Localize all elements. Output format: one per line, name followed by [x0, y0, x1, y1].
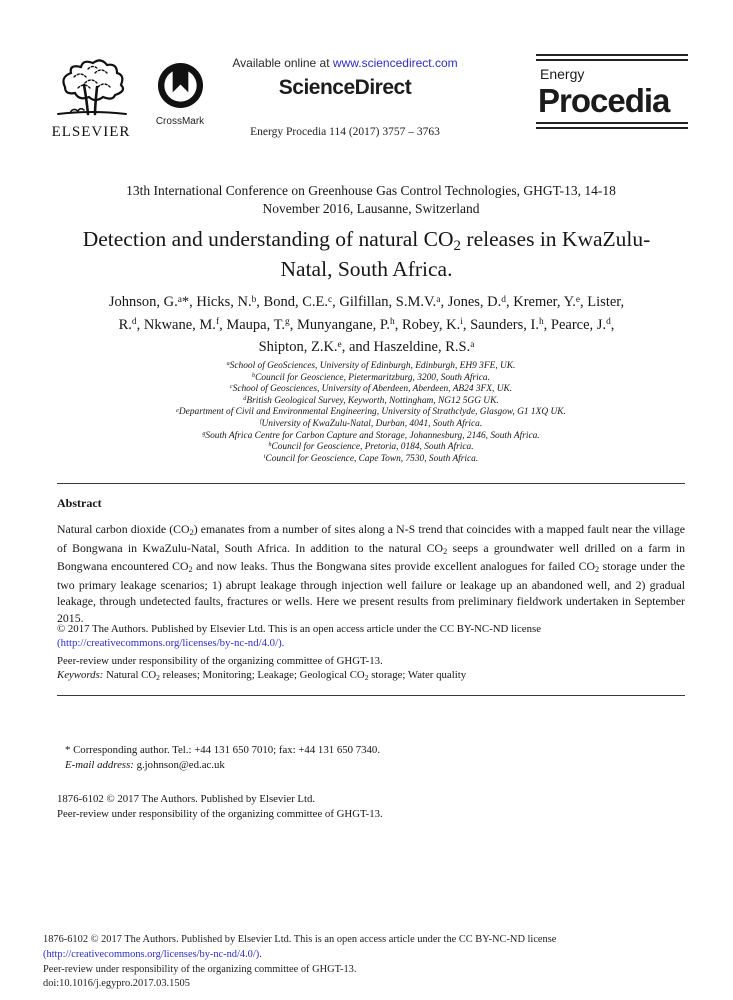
- procedia-bottom-rule: [536, 122, 688, 130]
- footer-copyright-line: 1876-6102 © 2017 The Authors. Published by Elsevier Ltd. This is an open access article under the CC BY-NC-ND license: [43, 934, 557, 945]
- abstract-heading: Abstract: [57, 496, 102, 510]
- elsevier-tree-icon: [50, 105, 132, 122]
- authors-line: R.$^d$, Nkwane, M.$^f$, Maupa, T.$^g$, Munyangane, P.$^h$, Robey, K.$^i$, Saunders, I.$^h$, Pearce, J.$^d$,: [118, 316, 615, 333]
- affiliation-list: [57, 361, 685, 465]
- license-block: [57, 622, 685, 668]
- corresponding-author-line: * Corresponding author. Tel.: +44 131 650 7010; fax: +44 131 650 7340.: [65, 744, 381, 756]
- procedia-energy-text: Energy: [540, 66, 585, 82]
- conference-heading: [57, 182, 685, 217]
- affiliation: $^f$University of KwaZulu-Natal, Durban, 4041, South Africa.: [259, 418, 483, 429]
- corresponding-author-footnote: [65, 743, 665, 773]
- affiliation: $^h$Council for Geoscience, Pretoria, 0184, South Africa.: [268, 442, 474, 453]
- journal-citation: Energy Procedia 114 (2017) 3757 – 3763: [250, 126, 440, 138]
- sciencedirect-wordmark: ScienceDirect: [278, 76, 412, 99]
- authors-line: Johnson, G.$^a$*, Hicks, N.$^b$, Bond, C.E.$^c$, Gilfillan, S.M.V.$^a$, Jones, D.$^d$, Kremer, Y.$^e$, Lister,: [108, 294, 625, 310]
- license-link[interactable]: (http://creativecommons.org/licenses/by-nc-nd/4.0/).: [57, 637, 285, 650]
- procedia-wordmark: Procedia: [538, 82, 670, 119]
- abstract-top-divider: [57, 483, 685, 484]
- affiliation: $^c$School of Geosciences, University of Aberdeen, Aberdeen, AB24 3FX, UK.: [229, 384, 513, 395]
- conference-line: November 2016, Lausanne, Switzerland: [262, 200, 480, 216]
- sciencedirect-link[interactable]: www.sciencedirect.com: [332, 56, 458, 70]
- issn-peer-review-line: Peer-review under responsibility of the organizing committee of GHGT-13.: [57, 808, 383, 820]
- abstract-bottom-divider: [57, 695, 685, 696]
- affiliation: $^b$Council for Geoscience, Pietermaritzburg, 3200, South Africa.: [252, 372, 490, 383]
- issn-block: [57, 792, 685, 822]
- affiliation: $^i$Council for Geoscience, Cape Town, 7530, South Africa.: [263, 453, 479, 464]
- authors-line: Shipton, Z.K.$^e$, and Haszeldine, R.S.$^a$: [258, 339, 475, 355]
- affiliation: $^e$Department of Civil and Environmental Engineering, University of Strathclyde, Glasgow, G1 1XQ UK.: [176, 407, 566, 418]
- affiliation: $^d$British Geological Survey, Keyworth, Nottingham, NG12 5GG UK.: [243, 395, 499, 406]
- affiliation: $^a$School of GeoSciences, University of Edinburgh, Edinburgh, EH9 3FE, UK.: [226, 361, 516, 371]
- page-title: [40, 226, 693, 283]
- energy-procedia-logo: [536, 54, 688, 130]
- title-line: Detection and understanding of natural $CO_2$ releases in KwaZulu-: [82, 227, 651, 254]
- footer-license-link[interactable]: (http://creativecommons.org/licenses/by-nc-nd/4.0/).: [43, 948, 262, 960]
- keywords-text: Natural $CO_2$ releases; Monitoring; Leakage; Geological $CO_2$ storage; Water quality: [103, 669, 467, 682]
- header-center: [190, 56, 500, 138]
- crossmark-wordmark: CrossMark: [155, 116, 205, 127]
- conference-line: 13th International Conference on Greenhouse Gas Control Technologies, GHGT-13, 14-18: [126, 183, 616, 198]
- elsevier-wordmark: ELSEVIER: [51, 124, 131, 140]
- available-online-text: Available online at: [232, 56, 333, 70]
- footer-peer-review-line: Peer-review under responsibility of the organizing committee of GHGT-13.: [43, 963, 357, 975]
- email-address: g.johnson@ed.ac.uk: [133, 759, 225, 771]
- email-label: E-mail address:: [65, 759, 134, 771]
- author-list: [40, 292, 693, 360]
- page-footer: [43, 933, 703, 992]
- elsevier-logo: [44, 56, 138, 141]
- peer-review-line: Peer-review under responsibility of the organizing committee of GHGT-13.: [57, 654, 383, 667]
- footer-doi: doi:10.1016/j.egypro.2017.03.1505: [43, 978, 190, 990]
- issn-line: 1876-6102 © 2017 The Authors. Published by Elsevier Ltd.: [57, 793, 316, 805]
- available-online-line: [190, 56, 500, 70]
- procedia-top-rule: [536, 54, 688, 62]
- keywords-line: [57, 669, 685, 681]
- affiliation: $^g$South Africa Centre for Carbon Capture and Storage, Johannesburg, 2146, South Africa.: [202, 430, 540, 441]
- title-line: Natal, South Africa.: [280, 257, 453, 281]
- keywords-label: Keywords:: [57, 669, 104, 681]
- abstract-text: Natural carbon dioxide $(CO_2)$ emanates from a number of sites along a N-S trend that coincides with a mapped fault near the village of Bongwana in KwaZulu-Natal, South Africa. In addition to the natural $CO_2$ seeps a groundwater well drilled on a farm in Bongwana encountered $CO_2$ and now leaks. Thus the Bongwana sites provide excellent analogues for failed $CO_2$ storage under the two primary leakage scenarios; 1) abrupt leakage through injection well failure or leakage up an abandoned well, and 2) gradual leakage, through undetected faults, fractures or wells. Here we present results from preliminary fieldwork undertaken in September 2015.: [57, 522, 685, 625]
- copyright-line: © 2017 The Authors. Published by Elsevier Ltd. This is an open access article under the CC BY-NC-ND license: [57, 623, 541, 635]
